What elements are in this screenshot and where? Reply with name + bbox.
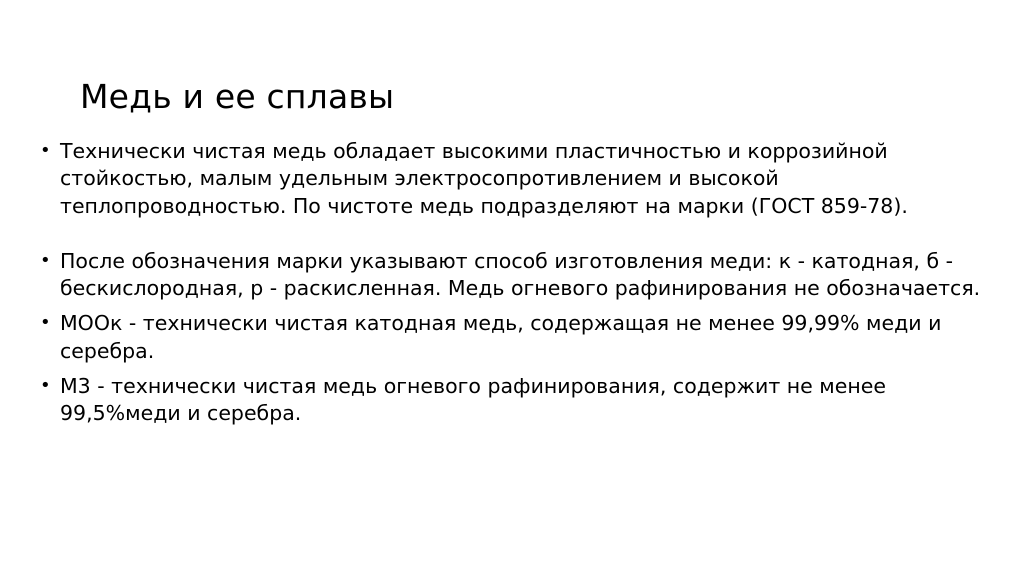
list-item (30, 138, 995, 220)
list-item (30, 373, 995, 428)
list-item (30, 248, 995, 303)
bullet-list (30, 138, 995, 427)
list-item (30, 310, 995, 365)
list-item-text: • МООк - технически чистая катодная медь, содержащая не менее 99,99% меди и серебра. (60, 311, 942, 363)
slide-body (30, 138, 995, 435)
list-item-text: • М3 - технически чистая медь огневого рафинирования, содержит не менее 99,5%меди и серебра. (60, 373, 887, 425)
list-item-text: • Технически чистая медь обладает высокими пластичностью и коррозийной стойкостью, малым удельным электросопротивлением и высокой теплопроводностью. По чистоте медь подразделяют на марки (ГОСТ 859-78). (60, 139, 908, 218)
list-item-text: • После обозначения марки указывают способ изготовления меди: к - катодная, б - бескислородная, р - раскисленная. Медь огневого рафинирования не обозначается. (60, 248, 981, 300)
page-title: Медь и ее сплавы (80, 77, 395, 117)
